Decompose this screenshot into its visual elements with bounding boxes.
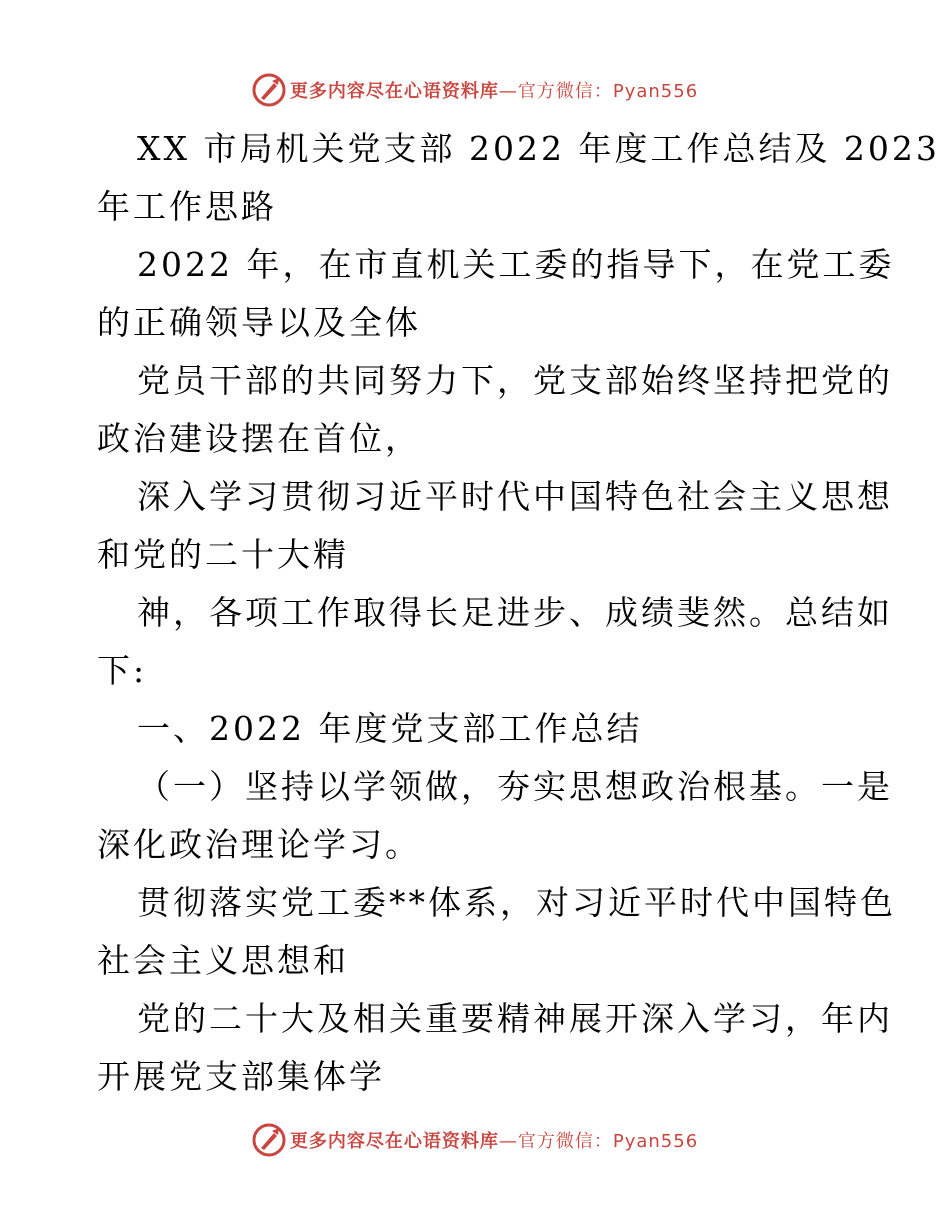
document-line: 和党的二十大精 <box>97 535 349 574</box>
quill-logo-icon <box>252 73 286 107</box>
document-line: 政治建设摆在首位， <box>97 419 421 458</box>
document-line: 开展党支部集体学 <box>97 1057 385 1096</box>
document-line: 党的二十大及相关重要精神展开深入学习，年内 <box>137 999 893 1038</box>
document-line: 深化政治理论学习。 <box>97 825 421 864</box>
document-line: 的正确领导以及全体 <box>97 303 421 342</box>
quill-logo-icon <box>252 1123 286 1157</box>
document-line: 社会主义思想和 <box>97 941 349 980</box>
footer-watermark-banner <box>0 1120 950 1160</box>
document-line: 一、2022 年度党支部工作总结 <box>137 709 643 748</box>
document-line: 下: <box>97 651 148 690</box>
document-line: 年工作思路 <box>97 187 277 226</box>
header-watermark-banner <box>0 70 950 110</box>
document-line: 党员干部的共同努力下，党支部始终坚持把党的 <box>137 361 893 400</box>
document-body <box>97 120 940 1106</box>
document-line: （一）坚持以学领做，夯实思想政治根基。一是 <box>137 767 893 806</box>
document-line: 深入学习贯彻习近平时代中国特色社会主义思想 <box>137 477 893 516</box>
document-line: XX 市局机关党支部 2022 年度工作总结及 2023 <box>137 129 940 168</box>
document-line: 神，各项工作取得长足进步、成绩斐然。总结如 <box>137 593 893 632</box>
banner-text: 更多内容尽在心语资料库—官方微信：Pyan556 <box>289 1131 699 1152</box>
banner-text: 更多内容尽在心语资料库—官方微信：Pyan556 <box>289 81 699 102</box>
document-line: 贯彻落实党工委**体系，对习近平时代中国特色 <box>137 883 896 922</box>
document-line: 2022 年，在市直机关工委的指导下，在党工委 <box>137 245 895 284</box>
